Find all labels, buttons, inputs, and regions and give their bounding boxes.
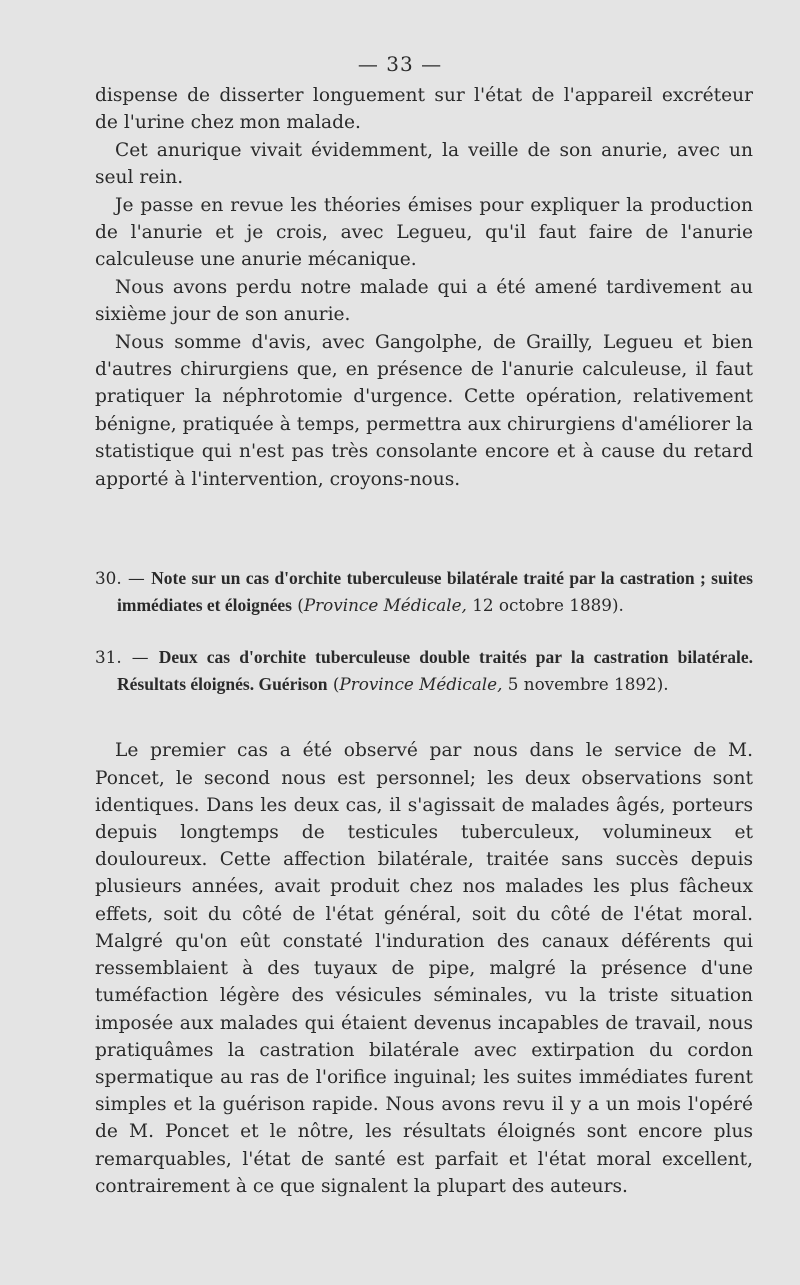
entry-open-paren: ( (297, 594, 304, 615)
entry-date: 12 octobre 1889). (472, 594, 624, 615)
page-body (95, 82, 753, 1200)
entry-number: 30. — (95, 568, 145, 589)
paragraph: Nous somme d'avis, avec Gangolphe, de Grailly, Legueu et bien d'autres chirurgiens que, en présence de l'anurie calculeuse, il faut pratiquer la néphrotomie d'urgence. Cette opération, relativement bénigne, pratiquée à temps, permettra aux chirurgiens d'améliorer la statistique qui n'est pas très consolante encore et à cause du retard apporté à l'intervention, croyons-nous. (95, 331, 753, 490)
entry-open-paren: ( (332, 673, 340, 694)
bibliography-entry-31 (95, 644, 753, 697)
paragraph: dispense de disserter longuement sur l'état de l'appareil excréteur de l'urine chez mon malade. (95, 85, 753, 134)
entry-title: Note sur un cas d'orchite tuberculeuse bilatérale traité par la castration ; suites immédiates et éloignées (117, 568, 753, 615)
entry-number: 31. — (95, 647, 149, 668)
paragraph: Je passe en revue les théories émises pour expliquer la production de l'anurie et je crois, avec Legueu, qu'il faut faire de l'anurie calculeuse une anurie mécanique. (95, 194, 753, 271)
entry-journal: Province Médicale, (339, 673, 503, 694)
bibliography-entry-30 (95, 565, 753, 618)
paragraph: Nous avons perdu notre malade qui a été amené tardivement au sixième jour de son anurie. (95, 276, 753, 326)
paragraph-final: Le premier cas a été observé par nous dans le service de M. Poncet, le second nous est personnel; les deux observations sont identiques. Dans les deux cas, il s'agissait de malades âgés, porteurs depuis longtemps de testicules tuberculeux, volumineux et douloureux. Cette affection bilatérale, traitée sans succès depuis plusieurs années, avait produit chez nos malades les plus fâcheux effets, soit du côté de l'état général, soit du côté de l'état moral. Malgré qu'on eût constaté l'induration des canaux déférents qui ressemblaient à des tuyaux de pipe, malgré la présence d'une tuméfaction légère des vésicules séminales, vu la triste situation imposée aux malades qui étaient devenus incapables de travail, nous pratiquâmes la castration bilatérale avec extirpation du cordon spermatique au ras de l'orifice inguinal; les suites immédiates furent simples et la guérison rapide. Nous avons revu il y a un mois l'opéré de M. Poncet et le nôtre, les résultats éloignés sont encore plus remarquables, l'état de santé est parfait et l'état moral excellent, contrairement à ce que signalent la plupart des auteurs. (95, 740, 753, 1197)
entry-date: 5 novembre 1892). (507, 673, 669, 694)
entry-journal: Province Médicale, (303, 594, 467, 615)
entry-title: Deux cas d'orchite tuberculeuse double traités par la castration bilatérale. Résultats éloignés. Guérison (117, 647, 753, 694)
paragraph: Cet anurique vivait évidemment, la veille de son anurie, avec un seul rein. (95, 139, 753, 189)
page-number: — 33 — (357, 52, 443, 76)
